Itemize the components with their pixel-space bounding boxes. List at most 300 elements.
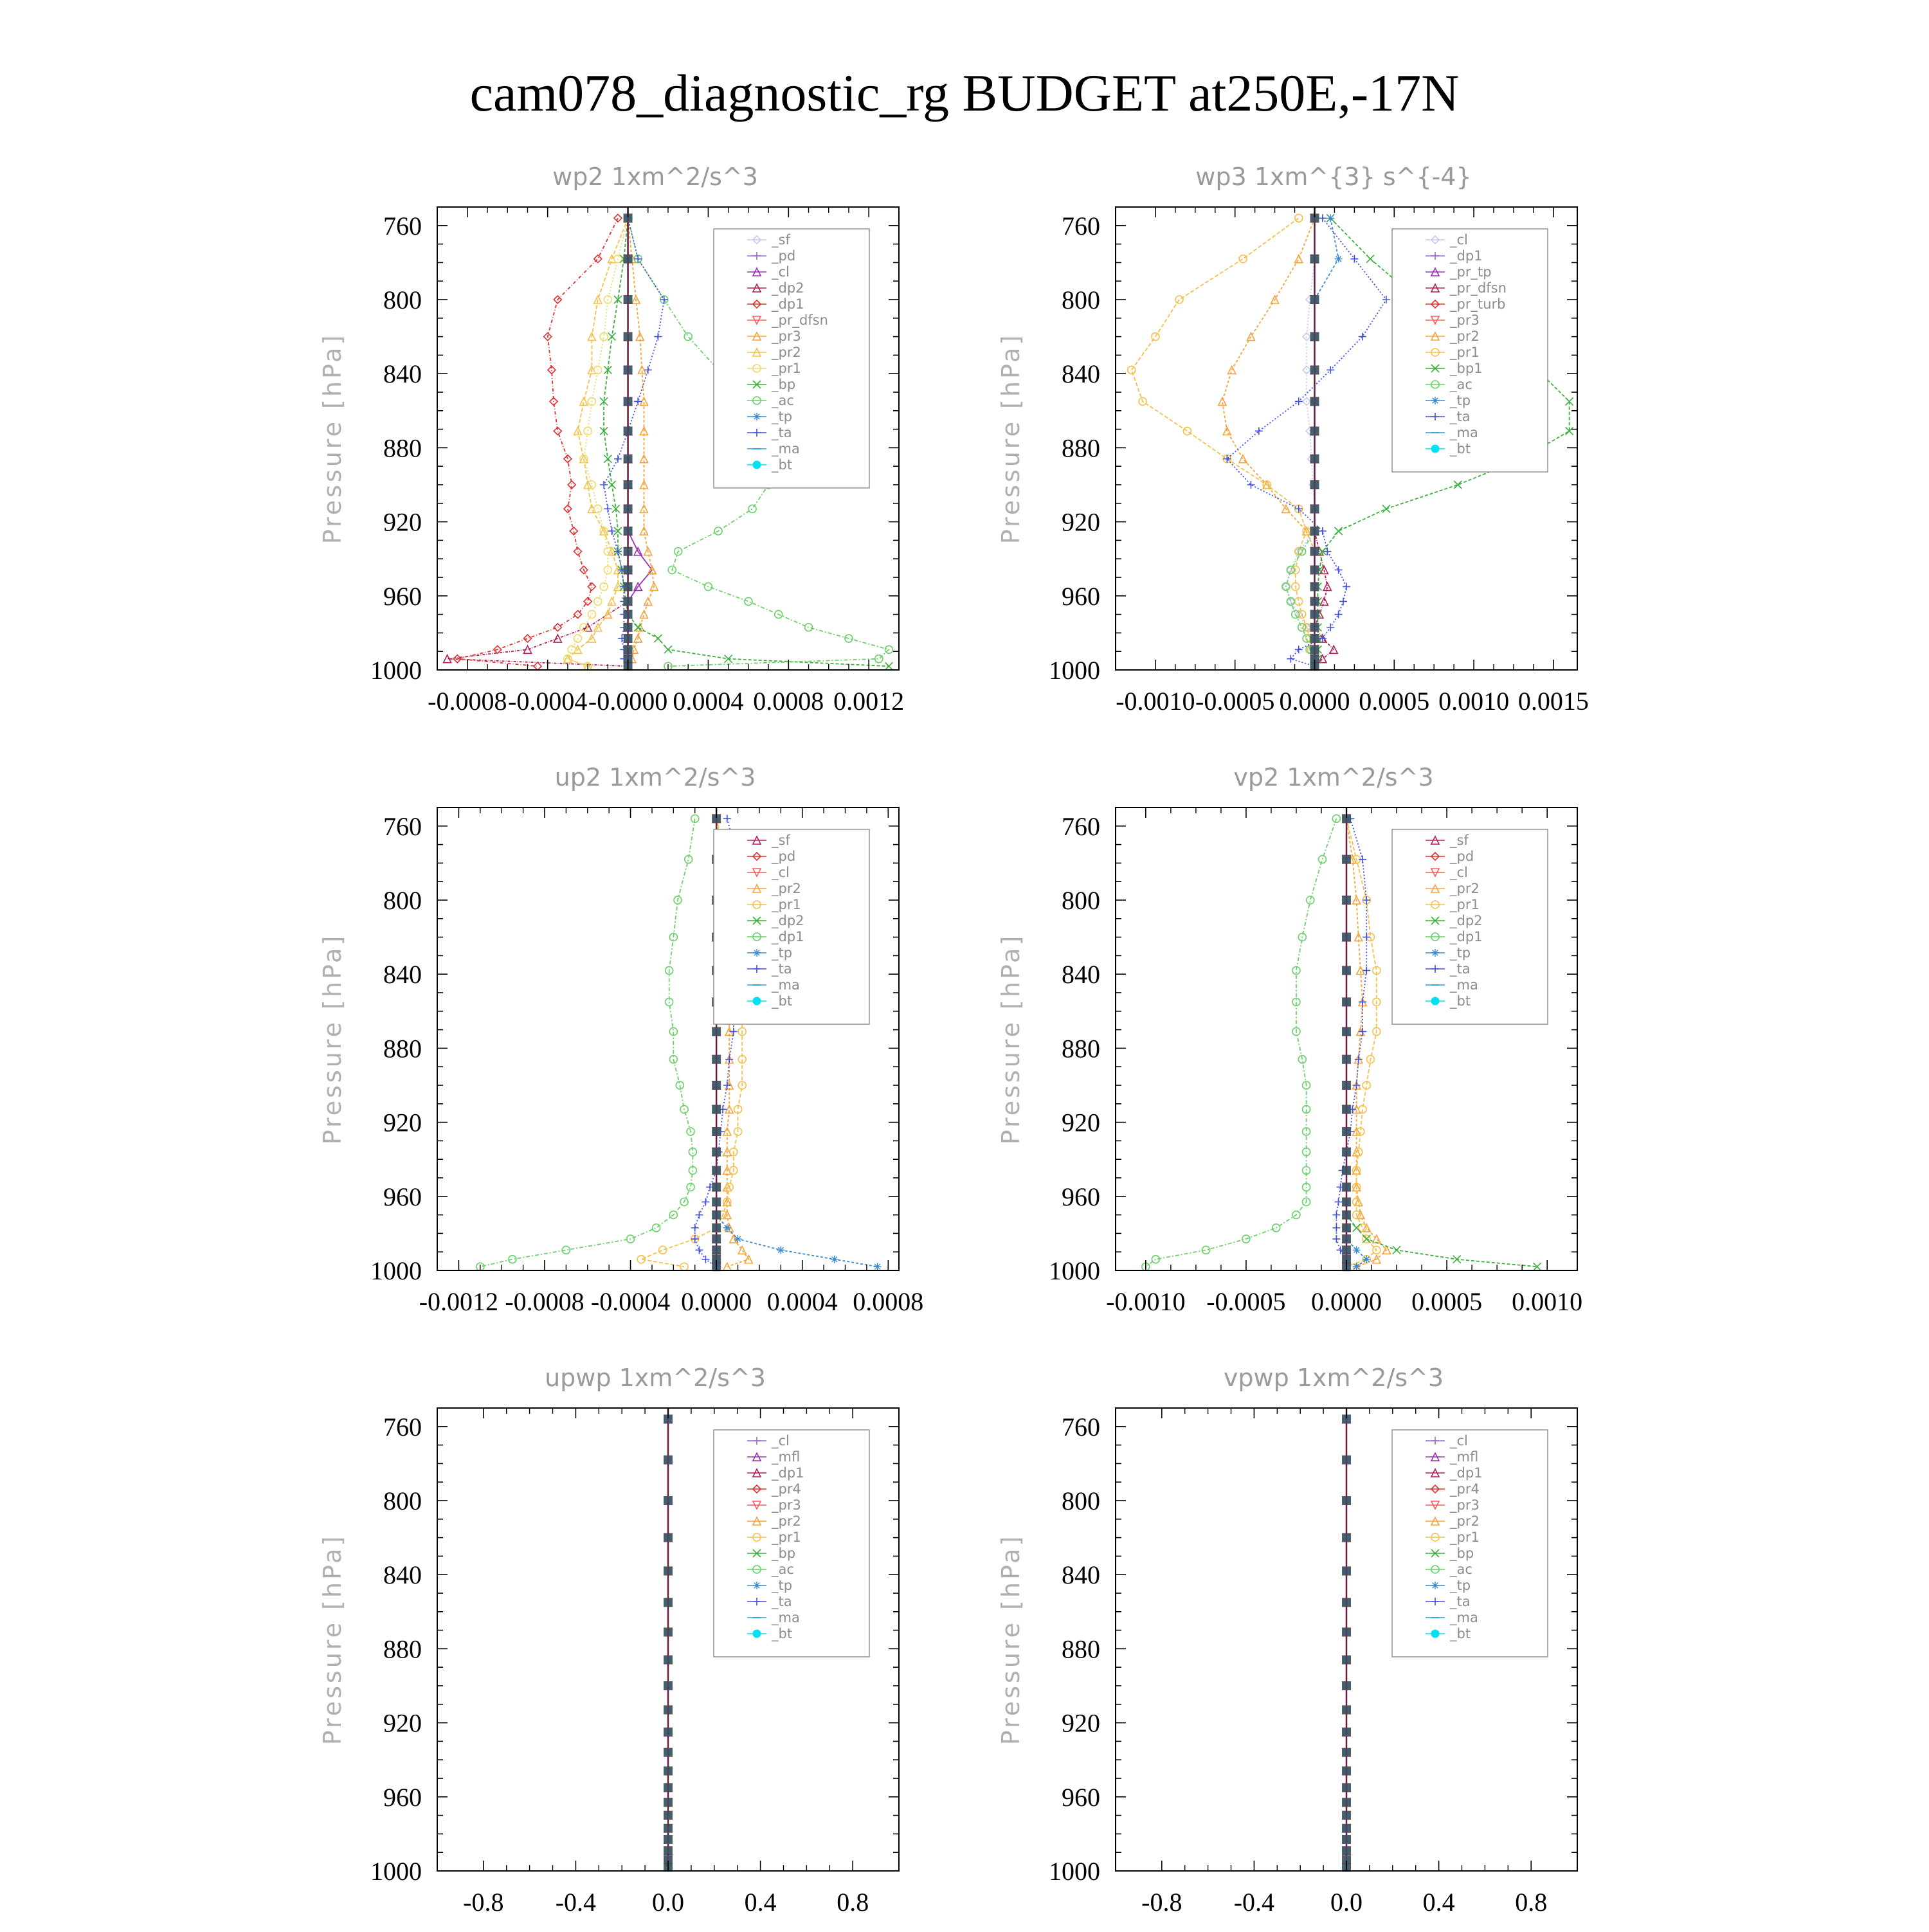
data-point (702, 1256, 709, 1263)
zero-profile-marker (712, 1105, 721, 1114)
data-point (604, 455, 611, 463)
y-tick-label: 960 (1062, 1782, 1100, 1812)
data-point (1335, 611, 1343, 618)
y-tick-label: 880 (1062, 1634, 1100, 1664)
y-tick-label: 960 (383, 581, 422, 611)
zero-profile-marker (1342, 966, 1351, 975)
legend-label: _bt (772, 457, 793, 473)
plot-area (1342, 1408, 1351, 1872)
zero-profile-marker (1310, 582, 1319, 591)
legend-marker (753, 461, 761, 469)
legend-label: _ma (1450, 977, 1478, 993)
series-line (1336, 818, 1366, 1267)
legend-marker (753, 949, 761, 957)
legend-label: _bp (1450, 1546, 1474, 1561)
data-point (831, 1256, 838, 1263)
legend-label: _dp1 (772, 1465, 804, 1481)
y-tick-label: 840 (383, 960, 422, 989)
zero-profile-marker (624, 255, 633, 264)
zero-profile-marker (1310, 597, 1319, 606)
zero-profile-marker (1310, 610, 1319, 619)
zero-profile-marker (664, 1681, 673, 1690)
zero-profile-marker (1342, 1846, 1351, 1855)
data-point (608, 333, 616, 341)
x-tick-label: 0.0004 (673, 687, 744, 716)
x-tick-label: 0.0010 (1438, 687, 1510, 716)
zero-profile-marker (664, 1798, 673, 1807)
legend-label: _pr3 (1450, 1497, 1480, 1513)
x-tick-label: -0.8 (463, 1888, 504, 1917)
data-point (730, 1027, 738, 1035)
legend-label: _dp2 (1450, 913, 1483, 928)
zero-profile-marker (624, 480, 633, 489)
zero-profile-marker (624, 504, 633, 513)
data-point (1382, 296, 1390, 303)
x-tick-label: -0.4 (1233, 1888, 1275, 1917)
zero-profile-marker (1310, 365, 1319, 374)
y-axis-label: Pressure [hPa] (997, 933, 1025, 1145)
legend-label: _ta (1450, 961, 1471, 977)
x-tick-label: 0.0008 (753, 687, 824, 716)
x-tick-label: 0.0005 (1411, 1287, 1483, 1316)
data-point (684, 333, 692, 341)
legend-label: _ta (772, 1594, 792, 1609)
data-point (588, 611, 595, 618)
data-point (1393, 1246, 1400, 1254)
y-tick-label: 920 (383, 507, 422, 537)
zero-profile-marker (1342, 1705, 1351, 1714)
zero-profile-marker (624, 610, 633, 619)
series-line (1227, 218, 1386, 666)
x-tick-label: -0.0010 (1116, 687, 1195, 716)
y-tick-label: 800 (383, 1486, 422, 1515)
x-tick-label: -0.0004 (590, 1287, 671, 1316)
legend-label: _pd (1450, 849, 1474, 864)
data-point (723, 1224, 731, 1232)
zero-profile-marker (624, 365, 633, 374)
x-tick-label: 0.0010 (1512, 1287, 1583, 1316)
x-tick-label: 0.0000 (1279, 687, 1350, 716)
zero-profile-marker (664, 1835, 673, 1844)
panel-title: wp2 1xm^2/s^3 (552, 163, 758, 191)
data-point (1353, 1263, 1361, 1270)
zero-profile-marker (624, 634, 633, 643)
data-point (1332, 1224, 1340, 1232)
data-point (1298, 624, 1306, 631)
zero-profile-marker (1342, 1496, 1351, 1505)
data-point (748, 505, 756, 512)
zero-profile-marker (624, 332, 633, 341)
plot-area (664, 1408, 673, 1872)
zero-profile-marker (664, 1496, 673, 1505)
x-tick-label: 0.0015 (1517, 687, 1589, 716)
data-point (1353, 1224, 1361, 1232)
series-line (1346, 818, 1377, 1267)
data-point (588, 481, 595, 489)
zero-profile-marker (1342, 1182, 1351, 1191)
data-point (1295, 646, 1303, 653)
y-tick-label: 800 (383, 285, 422, 314)
y-tick-label: 760 (1062, 1412, 1100, 1441)
panel-title: wp3 1xm^{3} s^{-4} (1195, 163, 1472, 191)
data-point (1343, 582, 1350, 590)
x-tick-label: 0.0 (1330, 1888, 1363, 1917)
zero-profile-marker (1310, 623, 1319, 632)
zero-profile-marker (1342, 1824, 1351, 1833)
x-tick-label: -0.4 (555, 1888, 597, 1917)
zero-profile-marker (1342, 855, 1351, 864)
x-tick-label: -0.0012 (419, 1287, 499, 1316)
legend-marker (1431, 445, 1439, 453)
data-point (1335, 255, 1343, 263)
zero-profile-marker (712, 1127, 721, 1136)
zero-profile-marker (1342, 1748, 1351, 1757)
data-point (1335, 1198, 1343, 1205)
zero-profile-marker (1310, 504, 1319, 513)
data-point (1353, 1081, 1361, 1089)
zero-profile-marker (664, 1533, 673, 1542)
legend-label: _pr3 (772, 329, 801, 344)
x-tick-label: 0.0012 (833, 687, 905, 716)
y-tick-label: 880 (1062, 433, 1100, 463)
series-line (480, 818, 695, 1267)
legend (1392, 229, 1548, 472)
zero-profile-marker (1342, 933, 1351, 942)
x-tick-label: -0.0008 (505, 1287, 584, 1316)
y-tick-label: 760 (383, 1412, 422, 1441)
legend-label: _cl (772, 264, 790, 280)
zero-profile-marker (664, 1656, 673, 1665)
data-point (588, 582, 595, 590)
zero-profile-marker (1342, 1245, 1351, 1254)
legend-label: _bt (772, 1626, 793, 1641)
legend-label: _pr1 (772, 897, 801, 912)
data-point (1332, 1235, 1340, 1243)
legend-label: _tp (772, 409, 793, 424)
data-point (1247, 481, 1254, 489)
zero-profile-marker (1310, 480, 1319, 489)
y-tick-label: 760 (383, 211, 422, 240)
y-tick-label: 1000 (370, 1256, 422, 1285)
x-tick-label: -0.8 (1141, 1888, 1182, 1917)
legend-label: _pr3 (1450, 312, 1480, 328)
zero-profile-marker (1310, 295, 1319, 304)
legend-label: _bp1 (1450, 361, 1483, 376)
data-point (1454, 481, 1462, 489)
zero-profile-marker (664, 1566, 673, 1575)
y-tick-label: 920 (1062, 1708, 1100, 1738)
data-point (1363, 1256, 1370, 1263)
x-tick-label: 0.0000 (681, 1287, 752, 1316)
legend-label: _mfl (1450, 1449, 1479, 1465)
data-point (1327, 624, 1334, 631)
zero-profile-marker (1310, 547, 1319, 556)
data-point (1183, 427, 1191, 435)
zero-profile-marker (1342, 1211, 1351, 1220)
data-point (1359, 998, 1366, 1006)
legend-label: _sf (772, 232, 790, 248)
data-point (1295, 255, 1303, 263)
data-point (653, 1224, 660, 1232)
x-tick-label: 0.0000 (1311, 1287, 1382, 1316)
y-tick-label: 840 (383, 359, 422, 389)
legend-label: _pr2 (772, 345, 801, 360)
data-point (600, 481, 608, 489)
legend-label: _dp2 (772, 913, 804, 928)
legend-label: _bp (772, 377, 796, 392)
data-point (659, 1246, 667, 1254)
zero-profile-marker (712, 1166, 721, 1175)
legend-marker (753, 1582, 761, 1589)
zero-profile-marker (664, 1598, 673, 1607)
legend (1392, 829, 1548, 1024)
data-point (702, 1198, 709, 1205)
legend-label: _dp2 (772, 280, 804, 296)
data-point (1453, 1256, 1461, 1263)
zero-profile-marker (712, 1081, 721, 1090)
series-line (1146, 818, 1337, 1267)
zero-profile-marker (1342, 1055, 1351, 1064)
x-tick-label: 0.8 (1515, 1888, 1548, 1917)
legend-label: _pr4 (772, 1481, 801, 1497)
y-tick-label: 760 (383, 811, 422, 841)
legend-label: _cl (1450, 1433, 1468, 1449)
data-point (723, 815, 731, 822)
x-tick-label: 0.4 (744, 1888, 777, 1917)
legend-label: _ac (772, 1562, 794, 1577)
series-dp2 (444, 214, 632, 670)
y-tick-label: 920 (1062, 1108, 1100, 1137)
zero-profile-marker (624, 597, 633, 606)
zero-profile-marker (1342, 1027, 1351, 1036)
data-point (1319, 856, 1327, 863)
data-point (654, 635, 662, 642)
data-point (1295, 214, 1303, 222)
data-point (1128, 366, 1136, 374)
data-point (1363, 1235, 1370, 1243)
x-tick-label: 0.8 (837, 1888, 869, 1917)
legend-label: _tp (1450, 1578, 1471, 1593)
y-tick-label: 1000 (1049, 1256, 1100, 1285)
legend (714, 829, 869, 1024)
zero-profile-marker (1342, 1835, 1351, 1844)
legend-label: _pr1 (772, 361, 801, 376)
zero-profile-marker (624, 547, 633, 556)
zero-profile-marker (664, 1824, 673, 1833)
zero-profile-marker (664, 1783, 673, 1792)
legend-label: _pr2 (772, 881, 801, 896)
data-point (600, 333, 608, 341)
zero-profile-marker (624, 565, 633, 574)
zero-profile-marker (624, 645, 633, 654)
data-point (777, 1246, 784, 1254)
y-axis-label: Pressure [hPa] (997, 1533, 1025, 1746)
legend-label: _ma (772, 441, 800, 456)
zero-profile-marker (1342, 1148, 1351, 1157)
data-point (1335, 527, 1343, 535)
series-dp1 (1142, 815, 1341, 1270)
zero-profile-marker (712, 1148, 721, 1157)
zero-profile-marker (712, 1211, 721, 1220)
zero-profile-marker (1342, 1105, 1351, 1114)
zero-profile-marker (712, 1234, 721, 1243)
legend-label: _pr3 (772, 1497, 801, 1513)
x-tick-label: -0.0010 (1106, 1287, 1186, 1316)
legend-label: _dp1 (1450, 248, 1483, 264)
legend-label: _cl (772, 1433, 790, 1449)
data-point (885, 662, 892, 670)
x-tick-label: -0.0005 (1206, 1287, 1286, 1316)
y-tick-label: 1000 (1049, 656, 1100, 685)
data-point (604, 566, 611, 573)
y-tick-label: 840 (1062, 1560, 1100, 1590)
zero-profile-marker (712, 1223, 721, 1232)
series-pr2 (1218, 214, 1319, 670)
zero-profile-marker (1342, 1798, 1351, 1807)
legend-label: _cl (1450, 232, 1468, 248)
data-point (654, 333, 662, 341)
series-line (568, 218, 628, 666)
panel-title: upwp 1xm^2/s^3 (545, 1364, 766, 1392)
zero-profile-marker (1310, 634, 1319, 643)
zero-profile-marker (664, 1456, 673, 1465)
legend-marker (1431, 949, 1439, 957)
legend-label: _pr1 (1450, 345, 1480, 360)
legend-label: _pr4 (1450, 1481, 1480, 1497)
legend-label: _dp1 (772, 929, 804, 944)
zero-profile-marker (1310, 397, 1319, 406)
zero-profile-marker (624, 455, 633, 464)
y-tick-label: 1000 (370, 656, 422, 685)
zero-profile-marker (1342, 1598, 1351, 1607)
legend-label: _pr2 (1450, 1513, 1480, 1529)
y-axis-label: Pressure [hPa] (318, 1533, 347, 1746)
x-tick-label: -0.0008 (428, 687, 507, 716)
data-point (695, 1211, 703, 1219)
zero-profile-marker (1342, 1223, 1351, 1232)
legend-label: _pd (772, 849, 796, 864)
y-tick-label: 840 (1062, 960, 1100, 989)
x-tick-label: -0.0004 (508, 687, 588, 716)
data-point (644, 597, 652, 605)
data-point (664, 646, 672, 653)
zero-profile-marker (1342, 896, 1351, 905)
data-point (734, 1235, 742, 1243)
y-tick-label: 920 (1062, 507, 1100, 537)
legend-label: _dp1 (772, 296, 804, 312)
data-point (634, 624, 642, 631)
x-tick-label: -0.0000 (588, 687, 668, 716)
data-point (1327, 214, 1334, 222)
legend-label: _ma (772, 977, 800, 993)
legend-label: _ta (1450, 1594, 1471, 1609)
y-tick-label: 840 (383, 1560, 422, 1590)
zero-profile-marker (1310, 527, 1319, 536)
zero-profile-marker (624, 295, 633, 304)
y-tick-label: 880 (383, 433, 422, 463)
zero-profile-marker (1310, 332, 1319, 341)
y-tick-label: 760 (1062, 811, 1100, 841)
legend-label: _ac (1450, 1562, 1472, 1577)
series-ta (1332, 815, 1370, 1270)
data-point (725, 1056, 733, 1063)
zero-profile-marker (664, 1846, 673, 1855)
data-point (564, 505, 572, 512)
data-point (874, 1263, 882, 1270)
chart-panel-1 (318, 163, 904, 716)
y-tick-label: 800 (1062, 886, 1100, 915)
legend-label: _pr2 (772, 1513, 801, 1529)
data-point (680, 1263, 688, 1270)
zero-profile-marker (624, 582, 633, 591)
legend-label: _cl (1450, 865, 1468, 880)
zero-profile-marker (624, 426, 633, 435)
zero-profile-marker (664, 1728, 673, 1737)
legend-label: _ac (772, 393, 794, 408)
zero-profile-marker (664, 1811, 673, 1820)
zero-profile-marker (624, 623, 633, 632)
legend-label: _pr_turb (1450, 296, 1506, 312)
legend-label: _pr2 (1450, 329, 1480, 344)
legend-label: _tp (1450, 945, 1471, 961)
legend-marker (753, 1630, 761, 1638)
legend-marker (753, 413, 761, 420)
y-tick-label: 840 (1062, 359, 1100, 389)
zero-profile-marker (1342, 1081, 1351, 1090)
x-tick-label: 0.0008 (853, 1287, 924, 1316)
legend-label: _pr_dfsn (1450, 280, 1507, 296)
legend-label: _sf (1450, 833, 1469, 848)
y-tick-label: 800 (1062, 285, 1100, 314)
y-axis-label: Pressure [hPa] (997, 332, 1025, 545)
zero-profile-marker (1342, 1533, 1351, 1542)
data-point (640, 611, 648, 618)
y-tick-label: 800 (1062, 1486, 1100, 1515)
data-point (554, 624, 561, 631)
zero-profile-marker (1342, 1783, 1351, 1792)
y-tick-label: 1000 (370, 1857, 422, 1886)
legend-label: _cl (772, 865, 790, 880)
zero-profile-marker (1310, 255, 1319, 264)
legend (1392, 1430, 1548, 1657)
y-tick-label: 880 (383, 1634, 422, 1664)
zero-profile-marker (1342, 1681, 1351, 1690)
legend-label: _tp (772, 945, 793, 961)
x-tick-label: 0.0004 (766, 1287, 838, 1316)
zero-profile-marker (664, 1766, 673, 1775)
data-point (1366, 255, 1374, 263)
y-tick-label: 880 (383, 1034, 422, 1063)
legend-label: _bt (1450, 993, 1471, 1009)
y-tick-label: 760 (1062, 211, 1100, 240)
data-point (1307, 896, 1314, 904)
legend-label: _bt (1450, 441, 1471, 456)
zero-profile-marker (664, 1705, 673, 1714)
y-tick-label: 960 (1062, 1182, 1100, 1211)
zero-profile-marker (664, 1748, 673, 1757)
x-tick-label: 0.0005 (1359, 687, 1430, 716)
legend-label: _pr_tp (1450, 264, 1492, 280)
legend (714, 1430, 869, 1657)
y-axis-label: Pressure [hPa] (318, 933, 347, 1145)
legend-label: _bt (772, 993, 793, 1009)
data-point (1382, 505, 1390, 512)
x-tick-label: 0.0 (652, 1888, 684, 1917)
zero-profile-marker (1342, 1197, 1351, 1206)
panel-title: vpwp 1xm^2/s^3 (1223, 1364, 1444, 1392)
zero-profile-marker (1310, 426, 1319, 435)
y-tick-label: 960 (1062, 581, 1100, 611)
